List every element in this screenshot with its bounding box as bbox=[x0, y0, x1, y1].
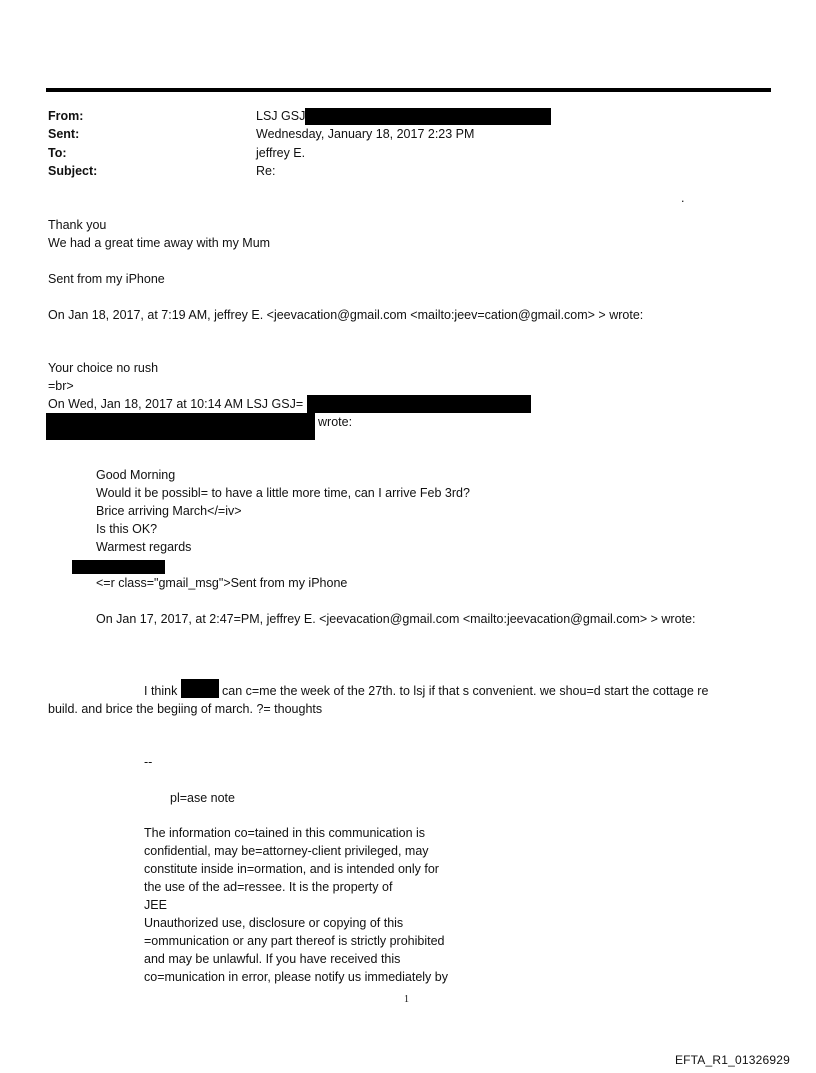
quote2-attribution: On Jan 17, 2017, at 2:47=PM, jeffrey E. <jeevacation@gmail.com <mailto:jeevacation@gmail.com> > wrote: bbox=[96, 612, 696, 626]
disclaimer-line: Unauthorized use, disclosure or copying of this bbox=[144, 916, 404, 930]
quote1-attribution-2: On Wed, Jan 18, 2017 at 10:14 AM LSJ GSJ= bbox=[48, 397, 304, 411]
quote2-line-1: Good Morning bbox=[96, 468, 176, 482]
redaction-block bbox=[181, 679, 219, 698]
disclaimer-line: the use of the ad=ressee. It is the property of bbox=[144, 880, 393, 894]
quote1-attribution: On Jan 18, 2017, at 7:19 AM, jeffrey E. <jeevacation@gmail.com <mailto:jeev=cation@gmail.com> > wrote: bbox=[48, 308, 644, 322]
stray-dot: . bbox=[681, 191, 685, 205]
quote2-line-3: Brice arriving March</=iv> bbox=[96, 504, 242, 518]
from-value: LSJ GSJ bbox=[256, 109, 306, 123]
reply-line-1: Thank you bbox=[48, 218, 107, 232]
quote1-wrote: wrote: bbox=[318, 415, 353, 429]
document-id: EFTA_R1_01326929 bbox=[674, 1053, 790, 1067]
disclaimer-line: confidential, may be=attorney-client privileged, may bbox=[144, 844, 429, 858]
from-label: From: bbox=[48, 109, 84, 123]
quote3-line-1-end: can c=me the week of the 27th. to lsj if that s convenient. we shou=d start the cottage re bbox=[222, 684, 709, 698]
sent-value: Wednesday, January 18, 2017 2:23 PM bbox=[256, 127, 475, 141]
subject-value: Re: bbox=[256, 164, 276, 178]
quote3-separator: -- bbox=[144, 755, 153, 769]
disclaimer-line: The information co=tained in this communication is bbox=[144, 826, 426, 840]
sent-label: Sent: bbox=[48, 127, 80, 141]
reply-line-2: We had a great time away with my Mum bbox=[48, 236, 271, 250]
disclaimer-line: co=munication in error, please notify us immediately by bbox=[144, 970, 448, 984]
redaction-block bbox=[305, 108, 551, 125]
disclaimer-line: constitute inside in=ormation, and is intended only for bbox=[144, 862, 439, 876]
redaction-block bbox=[72, 560, 165, 574]
subject-label: Subject: bbox=[48, 164, 98, 178]
to-value: jeffrey E. bbox=[256, 146, 306, 160]
quote2-line-4: Is this OK? bbox=[96, 522, 158, 536]
quote2-signature: <=r class="gmail_msg">Sent from my iPhone bbox=[96, 576, 348, 590]
quote1-line-2: =br> bbox=[48, 379, 74, 393]
disclaimer-line: =ommunication or any part thereof is strictly prohibited bbox=[144, 934, 445, 948]
to-label: To: bbox=[48, 146, 67, 160]
quote1-line-1: Your choice no rush bbox=[48, 361, 159, 375]
quote2-line-5: Warmest regards bbox=[96, 540, 192, 554]
header-rule bbox=[46, 88, 771, 92]
page-number: 1 bbox=[404, 994, 409, 1005]
quote3-line-1-start: I think bbox=[144, 684, 178, 698]
quote3-line-2: build. and brice the begiing of march. ?= thoughts bbox=[48, 702, 323, 716]
quote2-line-2: Would it be possibl= to have a little more time, can I arrive Feb 3rd? bbox=[96, 486, 470, 500]
redaction-block bbox=[46, 413, 315, 440]
disclaimer-line: JEE bbox=[144, 898, 167, 912]
reply-signature: Sent from my iPhone bbox=[48, 272, 165, 286]
quote3-note: pl=ase note bbox=[170, 791, 235, 805]
disclaimer-line: and may be unlawful. If you have received this bbox=[144, 952, 401, 966]
redaction-block bbox=[307, 395, 531, 413]
